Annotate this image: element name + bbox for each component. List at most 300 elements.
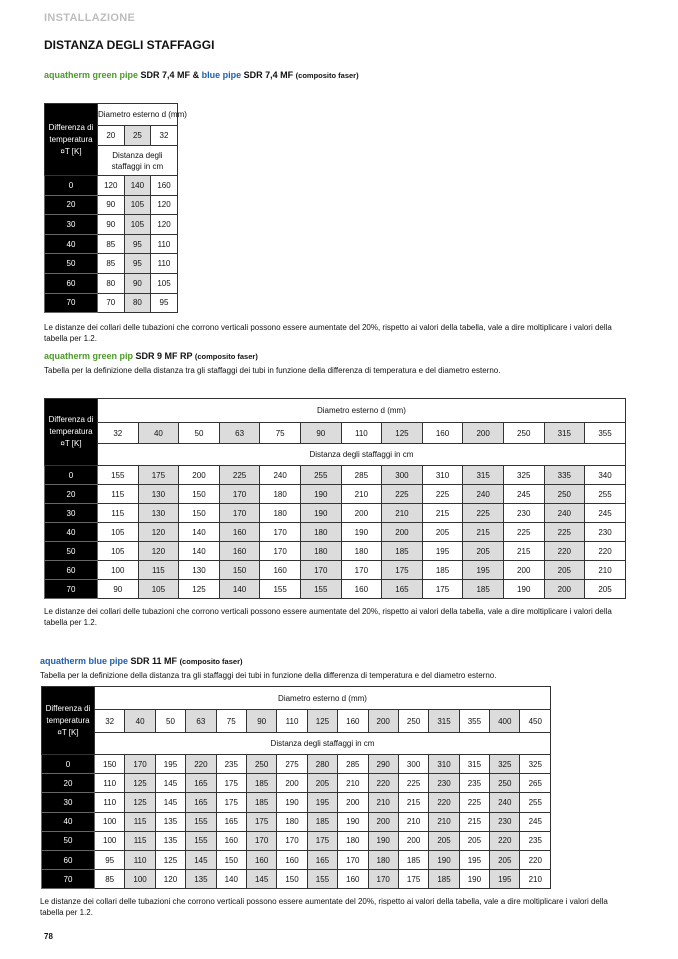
table-row [42,831,551,850]
distance-cell: 90 [124,273,151,293]
distance-cell: 160 [341,580,382,599]
temperature-cell: 60 [45,273,98,293]
distance-cell: 265 [520,774,551,793]
support-distance-table-1 [44,103,187,313]
distance-cell: 170 [246,831,276,850]
distance-cell: 110 [125,850,155,869]
distance-cell: 190 [338,812,368,831]
distance-cell: 85 [98,254,125,274]
temperature-cell: 20 [45,195,98,215]
distance-cell: 155 [307,870,337,889]
distance-cell: 160 [151,176,178,196]
distance-cell: 210 [520,870,551,889]
composite-label: (composito faser) [194,352,258,361]
distance-cell: 245 [585,504,626,523]
distance-cell: 180 [368,850,398,869]
distance-cell: 185 [422,561,463,580]
brand-blue-pipe: blue pipe [201,70,242,80]
diameter-cell: 160 [422,423,463,444]
diameter-cell: 90 [246,710,276,733]
distance-cell: 95 [151,293,178,313]
distance-cell: 210 [338,774,368,793]
diameter-cell: 75 [260,423,301,444]
distance-cell: 230 [429,774,459,793]
distance-cell: 240 [490,793,520,812]
distance-label-row [42,733,551,755]
distance-cell: 180 [300,542,341,561]
brand-green-pipe: aquatherm green pipe [44,70,139,80]
distance-cell: 140 [216,870,246,889]
distance-cell: 185 [463,580,504,599]
temperature-cell: 20 [42,774,95,793]
distance-cell: 255 [300,466,341,485]
distance-cell: 205 [463,542,504,561]
support-distance-table-2 [44,398,626,599]
distance-cell: 230 [490,812,520,831]
distance-cell: 90 [98,195,125,215]
distance-cell: 340 [585,466,626,485]
distance-cell: 175 [398,870,428,889]
diameter-header: Diametro esterno d (mm) [98,399,626,423]
diameter-cell: 250 [398,710,428,733]
distance-cell: 280 [307,755,337,774]
distance-cell: 95 [124,254,151,274]
table-row [42,755,551,774]
distance-cell: 175 [246,812,276,831]
distance-cell: 165 [382,580,423,599]
sdr-label: SDR 9 MF RP [135,351,193,361]
distance-cell: 325 [520,755,551,774]
distance-cell: 180 [338,831,368,850]
distance-cell: 210 [382,504,423,523]
distance-cell: 185 [382,542,423,561]
distance-cell: 220 [520,850,551,869]
distance-cell: 170 [125,755,155,774]
distance-cell: 325 [490,755,520,774]
diameter-cell: 250 [503,423,544,444]
distance-cell: 300 [398,755,428,774]
distance-cell: 315 [459,755,489,774]
composite-label: (composito faser) [179,657,243,666]
distance-cell: 170 [219,485,260,504]
distance-cell: 175 [216,774,246,793]
distance-cell: 105 [124,215,151,235]
distance-cell: 205 [585,580,626,599]
distance-cell: 135 [155,831,185,850]
diameter-cell: 125 [307,710,337,733]
distance-cell: 150 [95,755,125,774]
distance-cell: 210 [341,485,382,504]
temperature-cell: 40 [45,523,98,542]
distance-cell: 205 [459,831,489,850]
distance-cell: 85 [98,234,125,254]
header-row [42,687,551,710]
temperature-cell: 30 [45,215,98,235]
distance-cell: 335 [544,466,585,485]
diameter-cell: 125 [382,423,423,444]
distance-cell: 80 [124,293,151,313]
table-row [45,580,626,599]
distance-cell: 145 [246,870,276,889]
distance-cell: 290 [368,755,398,774]
diameter-cell: 40 [138,423,179,444]
distance-cell: 210 [368,793,398,812]
distance-cell: 210 [398,812,428,831]
distance-cell: 120 [98,176,125,196]
temperature-cell: 0 [45,466,98,485]
distance-cell: 190 [429,850,459,869]
diameter-cell: 355 [585,423,626,444]
distance-cell: 205 [429,831,459,850]
distance-cell: 105 [151,273,178,293]
distance-cell: 175 [422,580,463,599]
distance-cell: 220 [585,542,626,561]
distance-cell: 160 [338,870,368,889]
header-row [45,104,178,126]
table1-heading [44,70,359,80]
distance-cell: 215 [422,504,463,523]
distance-cell: 190 [341,523,382,542]
diameter-cell: 63 [186,710,216,733]
distance-cell: 140 [219,580,260,599]
distance-cell: 165 [186,774,216,793]
distance-cell: 225 [219,466,260,485]
distance-cell: 235 [459,774,489,793]
table-row [45,215,178,235]
distance-cell: 170 [338,850,368,869]
diameter-cell: 50 [155,710,185,733]
temperature-cell: 70 [42,870,95,889]
distance-cell: 310 [422,466,463,485]
diameter-cell: 400 [490,710,520,733]
distance-cell: 180 [277,812,307,831]
distance-cell: 160 [260,561,301,580]
distance-cell: 220 [368,774,398,793]
distance-cell: 130 [138,485,179,504]
distance-cell: 180 [260,485,301,504]
distance-cell: 200 [338,793,368,812]
distance-cell: 115 [98,485,139,504]
temperature-cell: 30 [42,793,95,812]
distance-cell: 200 [368,812,398,831]
header-row [45,399,626,423]
distance-cell: 225 [463,504,504,523]
brand-green-pipe: aquatherm green pip [44,351,134,361]
distance-cell: 215 [463,523,504,542]
table-row [45,254,178,274]
distance-label-row [45,444,626,466]
distance-cell: 245 [503,485,544,504]
diameter-header: Diametro esterno d (mm) [95,687,551,710]
distance-cell: 125 [179,580,220,599]
distance-cell: 250 [544,485,585,504]
distance-header: Distanza degli staffaggi in cm [95,733,551,755]
distance-cell: 115 [138,561,179,580]
distance-cell: 150 [277,870,307,889]
distance-cell: 170 [300,561,341,580]
table-row [45,542,626,561]
temperature-cell: 0 [45,176,98,196]
table-row [45,195,178,215]
distance-cell: 300 [382,466,423,485]
table-row [45,523,626,542]
distance-cell: 155 [300,580,341,599]
distance-cell: 200 [277,774,307,793]
distance-cell: 220 [186,755,216,774]
temperature-cell: 50 [45,542,98,561]
table-row [42,774,551,793]
distance-cell: 85 [95,870,125,889]
distance-cell: 185 [246,774,276,793]
distance-cell: 165 [216,812,246,831]
temperature-cell: 60 [45,561,98,580]
distance-cell: 210 [429,812,459,831]
temperature-cell: 70 [45,293,98,313]
table-row [45,485,626,504]
distance-cell: 105 [98,523,139,542]
page-title: DISTANZA DEGLI STAFFAGGI [44,38,215,52]
distance-cell: 225 [422,485,463,504]
distance-cell: 130 [179,561,220,580]
distance-cell: 215 [503,542,544,561]
distance-cell: 315 [463,466,504,485]
distance-cell: 255 [520,793,551,812]
distance-cell: 155 [98,466,139,485]
distance-cell: 240 [463,485,504,504]
page-number: 78 [44,932,53,941]
diameter-cell: 315 [544,423,585,444]
diameter-cell: 50 [179,423,220,444]
distance-cell: 195 [307,793,337,812]
table-row [45,176,178,196]
distance-cell: 175 [382,561,423,580]
distance-cell: 140 [124,176,151,196]
diameter-row [45,423,626,444]
distance-cell: 325 [503,466,544,485]
diameter-cell: 32 [151,126,178,146]
distance-cell: 170 [260,542,301,561]
distance-cell: 200 [382,523,423,542]
distance-cell: 180 [341,542,382,561]
distance-cell: 185 [429,870,459,889]
distance-cell: 190 [300,485,341,504]
distance-cell: 155 [260,580,301,599]
distance-cell: 105 [138,580,179,599]
distance-cell: 225 [382,485,423,504]
distance-cell: 110 [151,234,178,254]
distance-cell: 165 [186,793,216,812]
table3-note: Le distanze dei collari delle tubazioni che corrono verticali possono essere aumentate del 20%, rispetto ai valori della tabella, vale a dire moltiplicare i valori della tabella per 1.2. [40,897,608,917]
distance-cell: 145 [155,774,185,793]
sdr-label: SDR 11 MF [130,656,178,666]
table-row [42,850,551,869]
distance-cell: 105 [124,195,151,215]
distance-cell: 160 [219,523,260,542]
distance-cell: 175 [307,831,337,850]
distance-cell: 170 [277,831,307,850]
distance-cell: 250 [246,755,276,774]
distance-cell: 170 [368,870,398,889]
distance-cell: 120 [155,870,185,889]
distance-cell: 190 [300,504,341,523]
distance-cell: 130 [138,504,179,523]
distance-cell: 215 [459,812,489,831]
distance-cell: 235 [216,755,246,774]
distance-cell: 285 [341,466,382,485]
distance-cell: 190 [368,831,398,850]
distance-cell: 200 [179,466,220,485]
diameter-cell: 110 [277,710,307,733]
table-row [42,812,551,831]
distance-cell: 225 [398,774,428,793]
distance-cell: 125 [125,793,155,812]
temperature-cell: 50 [42,831,95,850]
diameter-cell: 160 [338,710,368,733]
composite-label: (composito faser) [295,71,359,80]
temperature-difference-header: Differenza di temperatura ¤T [K] [45,104,98,176]
table-row [45,273,178,293]
distance-cell: 220 [544,542,585,561]
distance-cell: 200 [503,561,544,580]
distance-cell: 90 [98,580,139,599]
distance-cell: 160 [219,542,260,561]
distance-cell: 150 [179,485,220,504]
diameter-cell: 355 [459,710,489,733]
distance-cell: 135 [186,870,216,889]
distance-cell: 250 [490,774,520,793]
sdr-label: SDR 7,4 MF [243,70,294,80]
distance-cell: 115 [98,504,139,523]
distance-cell: 140 [179,542,220,561]
distance-cell: 100 [95,831,125,850]
temperature-cell: 60 [42,850,95,869]
distance-cell: 190 [503,580,544,599]
distance-cell: 230 [585,523,626,542]
distance-cell: 240 [260,466,301,485]
brand-blue-pipe: aquatherm blue pipe [40,656,129,666]
distance-cell: 195 [463,561,504,580]
distance-cell: 190 [459,870,489,889]
distance-cell: 150 [219,561,260,580]
distance-cell: 160 [277,850,307,869]
distance-cell: 125 [125,774,155,793]
temperature-cell: 40 [45,234,98,254]
distance-cell: 120 [151,195,178,215]
distance-cell: 200 [398,831,428,850]
distance-cell: 175 [216,793,246,812]
distance-cell: 205 [307,774,337,793]
distance-cell: 180 [260,504,301,523]
table2-description: Tabella per la definizione della distanza tra gli staffaggi dei tubi in funzione della differenza di temperatura e del diametro esterno. [44,366,501,375]
temperature-cell: 0 [42,755,95,774]
diameter-header: Diametro esterno d (mm) [98,104,178,126]
temperature-difference-header: Differenza di temperatura ¤T [K] [42,687,95,755]
distance-cell: 235 [520,831,551,850]
distance-cell: 225 [544,523,585,542]
distance-cell: 205 [544,561,585,580]
temperature-cell: 50 [45,254,98,274]
diameter-cell: 32 [98,423,139,444]
distance-cell: 110 [95,793,125,812]
sdr-label: SDR 7,4 MF [140,70,191,80]
diameter-cell: 63 [219,423,260,444]
distance-cell: 125 [155,850,185,869]
distance-header: Distanza degli staffaggi in cm [98,146,178,176]
distance-cell: 135 [155,812,185,831]
temperature-cell: 20 [45,485,98,504]
table-row [45,293,178,313]
distance-cell: 200 [341,504,382,523]
diameter-cell: 40 [125,710,155,733]
distance-cell: 195 [155,755,185,774]
distance-cell: 225 [459,793,489,812]
distance-cell: 115 [125,812,155,831]
distance-cell: 155 [186,831,216,850]
temperature-cell: 30 [45,504,98,523]
table-row [45,504,626,523]
distance-cell: 200 [544,580,585,599]
distance-cell: 80 [98,273,125,293]
distance-cell: 160 [216,831,246,850]
diameter-row [42,710,551,733]
distance-cell: 195 [459,850,489,869]
distance-cell: 205 [422,523,463,542]
distance-cell: 170 [219,504,260,523]
distance-cell: 155 [186,812,216,831]
distance-cell: 120 [138,542,179,561]
distance-cell: 190 [277,793,307,812]
diameter-cell: 450 [520,710,551,733]
temperature-difference-header: Differenza di temperatura ¤T [K] [45,399,98,466]
table3-heading [40,656,243,666]
distance-cell: 230 [503,504,544,523]
distance-cell: 170 [260,523,301,542]
distance-cell: 115 [125,831,155,850]
distance-cell: 100 [98,561,139,580]
table-row [45,234,178,254]
distance-cell: 145 [186,850,216,869]
distance-header: Distanza degli staffaggi in cm [98,444,626,466]
distance-cell: 240 [544,504,585,523]
distance-cell: 220 [429,793,459,812]
distance-cell: 245 [520,812,551,831]
distance-cell: 225 [503,523,544,542]
table-row [42,793,551,812]
distance-cell: 120 [138,523,179,542]
distance-cell: 220 [490,831,520,850]
distance-cell: 150 [216,850,246,869]
distance-cell: 255 [585,485,626,504]
distance-cell: 95 [95,850,125,869]
distance-cell: 170 [341,561,382,580]
table1-note: Le distanze dei collari delle tubazioni che corrono verticali possono essere aumentate del 20%, rispetto ai valori della tabella, vale a dire moltiplicare i valori della tabella per 1.2. [44,323,612,343]
distance-cell: 185 [307,812,337,831]
diameter-cell: 25 [124,126,151,146]
temperature-cell: 70 [45,580,98,599]
diameter-cell: 75 [216,710,246,733]
diameter-cell: 90 [300,423,341,444]
table-row [42,870,551,889]
distance-cell: 100 [125,870,155,889]
table2-note: Le distanze dei collari delle tubazioni che corrono verticali possono essere aumentate del 20%, rispetto ai valori della tabella, vale a dire moltiplicare i valori della tabella per 1.2. [44,607,612,627]
temperature-cell: 40 [42,812,95,831]
distance-cell: 185 [246,793,276,812]
distance-cell: 175 [138,466,179,485]
distance-cell: 165 [307,850,337,869]
distance-cell: 160 [246,850,276,869]
diameter-cell: 200 [463,423,504,444]
distance-cell: 110 [151,254,178,274]
